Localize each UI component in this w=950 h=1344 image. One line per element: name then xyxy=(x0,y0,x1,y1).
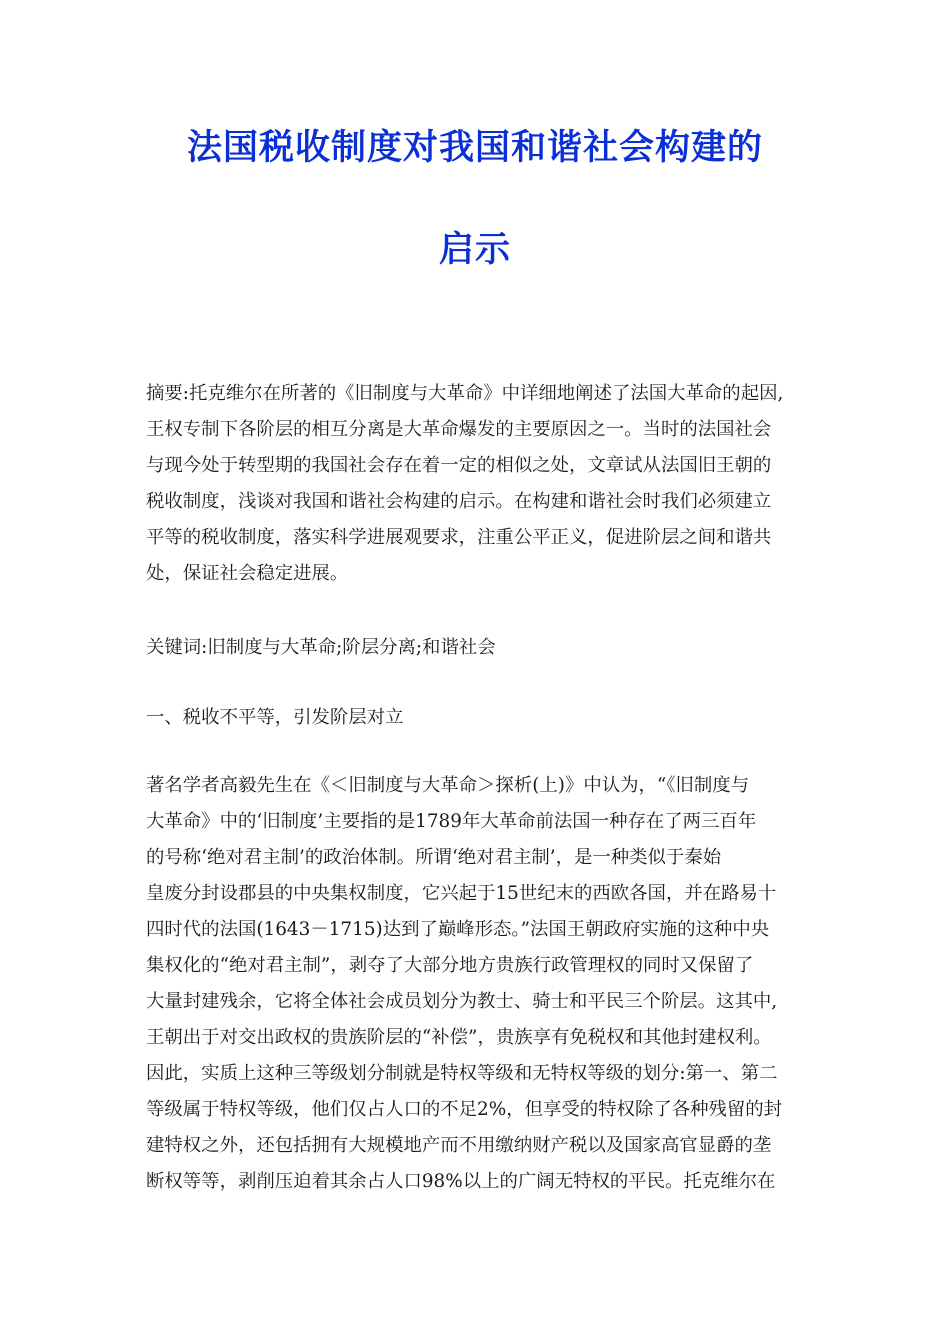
document-title-line-2: 启示 xyxy=(438,230,511,270)
abstract-line: 摘要:托克维尔在所著的《旧制度与大革命》中详细地阐述了法国大革命的起因, xyxy=(146,383,784,404)
document-body xyxy=(146,0,826,1344)
paragraph-line: 著名学者高毅先生在《＜旧制度与大革命＞探析(上)》中认为，“《旧制度与 xyxy=(146,775,750,796)
keywords-line: 关键词:旧制度与大革命;阶层分离;和谐社会 xyxy=(146,637,496,658)
paragraph-line: 因此，实质上这种三等级划分制就是特权等级和无特权等级的划分:第一、第二 xyxy=(146,1063,778,1084)
abstract-line: 平等的税收制度，落实科学进展观要求，注重公平正义，促进阶层之间和谐共 xyxy=(146,527,772,548)
abstract-line: 王权专制下各阶层的相互分离是大革命爆发的主要原因之一。当时的法国社会 xyxy=(146,419,772,440)
document-title-line-1: 法国税收制度对我国和谐社会构建的 xyxy=(186,128,763,168)
abstract-line: 税收制度，浅谈对我国和谐社会构建的启示。在构建和谐社会时我们必须建立 xyxy=(146,491,772,512)
paragraph-line: 的号称‘绝对君主制’的政治体制。所谓‘绝对君主制’，是一种类似于秦始 xyxy=(146,847,722,868)
paragraph-line: 等级属于特权等级，他们仅占人口的不足2%，但享受的特权除了各种残留的封 xyxy=(146,1099,783,1120)
paragraph-line: 皇废分封设郡县的中央集权制度，它兴起于15世纪末的西欧各国，并在路易十 xyxy=(146,883,777,904)
abstract-line: 与现今处于转型期的我国社会存在着一定的相似之处，文章试从法国旧王朝的 xyxy=(146,455,772,476)
paragraph-line: 大革命》中的‘旧制度’主要指的是1789年大革命前法国一种存在了两三百年 xyxy=(146,811,757,832)
paragraph-line: 断权等等，剥削压迫着其余占人口98%以上的广阔无特权的平民。托克维尔在 xyxy=(146,1171,776,1192)
paragraph-line: 王朝出于对交出政权的贵族阶层的“补偿”，贵族享有免税权和其他封建权利。 xyxy=(146,1027,772,1048)
abstract-line: 处，保证社会稳定进展。 xyxy=(146,563,349,584)
paragraph-line: 大量封建残余，它将全体社会成员划分为教士、骑士和平民三个阶层。这其中, xyxy=(146,991,778,1012)
paragraph-line: 建特权之外，还包括拥有大规模地产而不用缴纳财产税以及国家高官显爵的垄 xyxy=(146,1135,772,1156)
paragraph-line: 集权化的“绝对君主制”，剥夺了大部分地方贵族行政管理权的同时又保留了 xyxy=(146,955,754,976)
paragraph-line: 四时代的法国(1643－1715)达到了巅峰形态。”法国王朝政府实施的这种中央 xyxy=(146,919,770,940)
section-heading: 一、税收不平等，引发阶层对立 xyxy=(146,707,404,728)
